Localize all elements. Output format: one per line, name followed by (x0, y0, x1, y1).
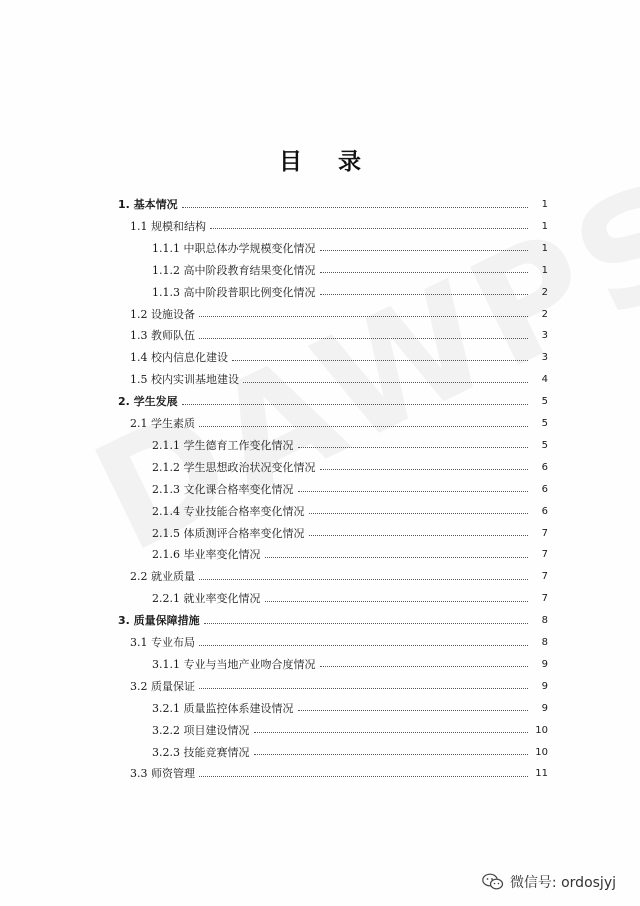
toc-entry[interactable] (0, 218, 640, 236)
toc-entry-page-number: 8 (541, 637, 548, 648)
toc-entry-label: 1.1.3 高中阶段普职比例变化情况 (152, 285, 316, 299)
toc-entry-label: 2.1.1 学生德育工作变化情况 (152, 438, 294, 452)
toc-entry[interactable] (0, 678, 640, 696)
toc-entry[interactable] (0, 262, 640, 280)
toc-entry[interactable] (0, 700, 640, 718)
toc-entry[interactable] (0, 525, 640, 543)
dot-leader (320, 272, 529, 273)
dot-leader (265, 601, 529, 602)
toc-entry-label: 1.1.1 中职总体办学规模变化情况 (152, 241, 316, 255)
toc-entry-label: 1.3 教师队伍 (130, 329, 195, 343)
toc-entry-page-number: 5 (541, 439, 548, 451)
toc-entry-label: 3.3 师资管理 (130, 767, 195, 781)
dot-leader (232, 360, 528, 361)
dot-leader (199, 316, 528, 317)
toc-entry[interactable] (0, 481, 640, 499)
wechat-icon (482, 873, 504, 891)
toc-entry-label: 3.2.1 质量监控体系建设情况 (152, 701, 294, 715)
dot-leader (199, 688, 528, 689)
toc-entry-page-number: 1 (541, 264, 548, 276)
toc-entry[interactable] (0, 415, 640, 433)
page-title: 目 录 (278, 148, 375, 175)
toc-entry[interactable] (0, 306, 640, 324)
toc-entry-page-number: 3 (541, 352, 548, 364)
toc-entry-page-number: 1 (541, 199, 548, 210)
toc-entry[interactable] (0, 196, 640, 214)
toc-entry-page-number: 7 (541, 527, 548, 539)
toc-entry-page-number: 4 (541, 374, 548, 386)
dot-leader (309, 535, 529, 536)
toc-entry-label: 1.1 规模和结构 (130, 219, 206, 233)
toc-entry-label: 1.4 校内信息化建设 (130, 351, 228, 365)
dot-leader (243, 382, 528, 383)
toc-entry-page-number: 9 (541, 658, 548, 670)
toc-entry-page-number: 9 (541, 680, 548, 692)
toc-entry-label: 2.2 就业质量 (130, 570, 195, 584)
toc-entry[interactable] (0, 284, 640, 302)
toc-entry-page-number: 1 (541, 220, 548, 232)
toc-entry-label: 2.1.4 专业技能合格率变化情况 (152, 504, 305, 518)
toc-entry-label: 1.5 校内实训基地建设 (130, 373, 239, 387)
toc-entry[interactable] (0, 459, 640, 477)
wechat-brand (482, 872, 616, 892)
toc-entry-page-number: 1 (541, 242, 548, 254)
toc-entry-page-number: 7 (541, 549, 548, 561)
toc-entry[interactable] (0, 568, 640, 586)
toc-entry[interactable] (0, 744, 640, 762)
toc-entry-label: 3.2 质量保证 (130, 679, 195, 693)
toc-entry-page-number: 9 (541, 702, 548, 714)
toc-entry-label: 2. 学生发展 (118, 395, 178, 409)
toc-entry[interactable] (0, 393, 640, 411)
toc-entry[interactable] (0, 546, 640, 564)
toc-entry[interactable] (0, 371, 640, 389)
toc-entry[interactable] (0, 590, 640, 608)
dot-leader (309, 513, 529, 514)
toc-entry[interactable] (0, 722, 640, 740)
toc-entry-page-number: 11 (535, 768, 548, 780)
toc-entry-page-number: 8 (541, 615, 548, 627)
toc-entry[interactable] (0, 349, 640, 367)
toc-entry-label: 2.1.5 体质测评合格率变化情况 (152, 526, 305, 540)
dot-leader (265, 557, 529, 558)
toc-entry-page-number: 7 (541, 593, 548, 605)
toc-entry-page-number: 6 (541, 483, 548, 495)
toc-entry-label: 1.1.2 高中阶段教育结果变化情况 (152, 263, 316, 277)
toc-entry-page-number: 5 (541, 396, 548, 408)
toc-entry-label: 2.1.3 文化课合格率变化情况 (152, 482, 294, 496)
toc-entry[interactable] (0, 656, 640, 674)
toc-entry-label: 2.1.2 学生思想政治状况变化情况 (152, 460, 316, 474)
toc-entry-label: 2.1 学生素质 (130, 417, 195, 430)
toc-entry-page-number: 7 (541, 571, 548, 583)
toc-entry-page-number: 6 (541, 505, 548, 517)
toc-entry[interactable] (0, 327, 640, 345)
dot-leader (199, 645, 528, 646)
toc-entry-label: 3.2.2 项目建设情况 (152, 723, 250, 737)
dot-leader (254, 754, 529, 755)
toc-entry-page-number: 6 (541, 461, 548, 473)
toc-entry-page-number: 2 (541, 308, 548, 320)
dot-leader (182, 404, 528, 405)
toc-entry[interactable] (0, 240, 640, 258)
dot-leader (298, 447, 529, 448)
dot-leader (254, 732, 529, 733)
dot-leader (298, 491, 529, 492)
toc-entry-label: 1. 基本情况 (118, 198, 178, 211)
toc-entry-page-number: 2 (541, 286, 548, 298)
dot-leader (320, 469, 529, 470)
dot-leader (320, 250, 529, 251)
toc-entry[interactable] (0, 634, 640, 652)
dot-leader (320, 666, 529, 667)
dot-leader (204, 623, 528, 624)
toc-entry-page-number: 3 (541, 330, 548, 342)
wechat-id: 微信号: ordosjyj (509, 875, 616, 891)
toc-entry-label: 3.1 专业布局 (130, 636, 195, 649)
dot-leader (320, 294, 529, 295)
toc-entry-label: 2.1.6 毕业率变化情况 (152, 548, 261, 562)
dot-leader (182, 207, 528, 208)
toc-entry-label: 3.1.1 专业与当地产业吻合度情况 (152, 657, 316, 671)
dot-leader (199, 776, 528, 777)
toc-entry-label: 3. 质量保障措施 (118, 614, 200, 628)
toc-entry-page-number: 10 (535, 724, 548, 736)
toc-entry-label: 3.2.3 技能竞赛情况 (152, 745, 250, 759)
toc-entry[interactable] (0, 503, 640, 521)
dot-leader (210, 228, 528, 229)
toc-entry[interactable] (0, 437, 640, 455)
toc-entry-page-number: 5 (541, 418, 548, 429)
toc-entry[interactable] (0, 612, 640, 630)
dot-leader (199, 579, 528, 580)
dot-leader (199, 426, 528, 427)
toc-entry[interactable] (0, 765, 640, 783)
dot-leader (298, 710, 529, 711)
toc-entry-page-number: 10 (535, 746, 548, 758)
toc-entry-label: 1.2 设施设备 (130, 307, 195, 321)
toc-entry-label: 2.2.1 就业率变化情况 (152, 592, 261, 606)
dot-leader (199, 338, 528, 339)
